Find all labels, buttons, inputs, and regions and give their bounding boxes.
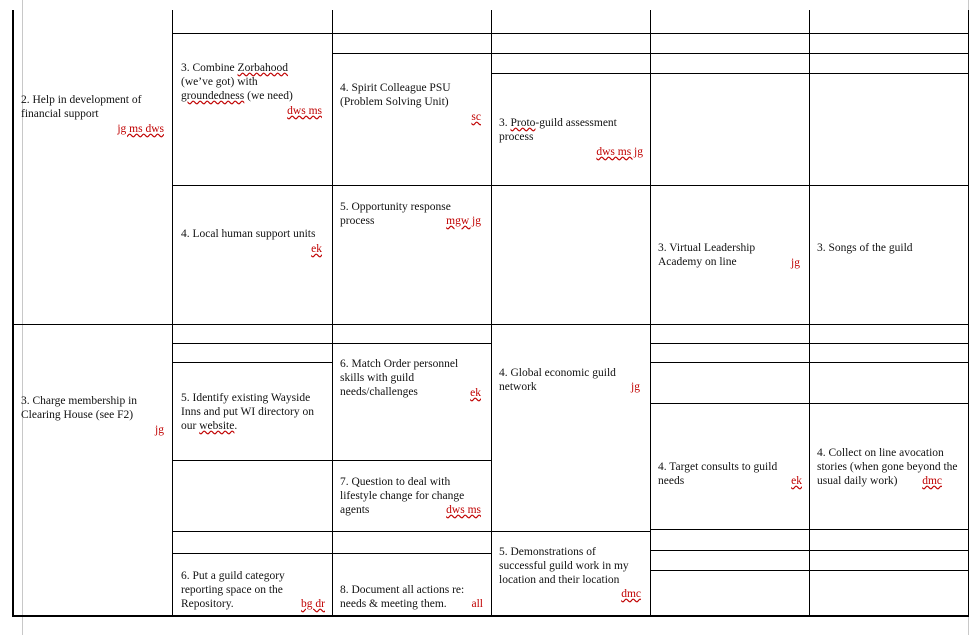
cell-line: needs & meeting them. [340,598,447,610]
row-divider [650,570,809,571]
initials-tag: jg [155,424,164,436]
col-divider [172,10,173,616]
row-divider [172,553,332,554]
table-border-left [12,10,14,616]
cell-text: our [181,420,200,432]
col-divider [809,10,810,616]
cell-line: 8. Document all actions re: [340,584,465,596]
cell-line: 7. Question to deal with [340,476,451,488]
cell-line: network [499,381,537,393]
cell-line: 2. Help in development of [21,94,142,106]
cell-financial-support [21,93,141,121]
cell-line: 6. Put a guild category [181,570,285,582]
initials-tag: dws ms jg [596,146,643,158]
cell-line: needs/challenges [340,386,418,398]
initials-tag: sc [471,111,481,123]
row-divider [332,460,491,461]
cell-guild-category-repository [181,569,285,611]
row-divider [809,403,968,404]
row-divider [332,33,491,34]
row-divider [491,185,650,186]
cell-line: Inns and put WI directory on [181,406,314,418]
cell-line: process [499,131,534,143]
cell-line: 4. Spirit Colleague PSU [340,82,451,94]
row-divider [491,531,650,532]
row-divider [650,33,809,34]
cell-line: process [340,215,375,227]
initials-tag: ek [311,243,322,255]
row-divider [332,531,491,532]
cell-local-human-support [181,227,315,241]
cell-line: stories (when gone beyond the [817,461,958,473]
cell-demonstrations [499,545,629,587]
cell-text: 3. [499,117,511,129]
row-divider [650,362,809,363]
row-divider [650,529,809,530]
row-divider [650,550,809,551]
cell-match-order-personnel [340,357,458,399]
row-divider [650,53,809,54]
row-divider [332,53,491,54]
row-divider [332,553,491,554]
col-divider [650,10,651,616]
initials-tag: dws ms [287,105,322,117]
cell-line: 4. Target consults to guild [658,461,778,473]
col-divider [491,10,492,616]
row-divider [491,73,650,74]
cell-line [181,419,314,433]
cell-line: Repository. [181,598,234,610]
cell-virtual-leadership [658,241,755,269]
initials-tag: jg ms dws [117,123,164,135]
table-border-bottom [12,615,969,617]
initials-tag: bg dr [301,598,325,610]
cell-line: agents [340,504,370,516]
row-divider [650,73,809,74]
cell-line: 3. Songs of the guild [817,242,913,254]
cell-line: skills with guild [340,372,415,384]
row-divider [650,403,809,404]
row-divider [172,33,332,34]
initials-tag: ek [470,387,481,399]
cell-line: 3. Charge membership in [21,395,138,407]
cell-proto-guild-assessment [499,116,617,144]
cell-global-economic-network [499,366,616,394]
initials-tag: dmc [621,588,641,600]
row-divider [809,73,968,74]
cell-document-actions [340,583,464,611]
initials-tag: dws ms [446,504,481,516]
cell-spirit-colleague-psu [340,81,451,109]
col-divider [332,10,333,616]
cell-text: website [199,420,235,432]
cell-line: 4. Global economic guild [499,367,616,379]
initials-tag: ek [791,475,802,487]
cell-line: (we’ve got) with [181,76,258,88]
row-divider [809,33,968,34]
cell-wayside-inns [181,391,314,433]
cell-text: . [234,420,238,432]
row-divider [12,324,969,325]
cell-text: Zorbahood [237,62,289,74]
cell-line: Academy on line [658,256,737,268]
cell-opportunity-response [340,200,451,228]
row-divider [809,529,968,530]
row-divider [172,362,332,363]
cell-text: -guild assessment [535,117,617,129]
cell-line: Clearing House (see F2) [21,409,134,421]
cell-line: 4. Local human support units [181,228,316,240]
cell-line: reporting space on the [181,584,283,596]
cell-line [181,89,293,103]
cell-line: 5. Demonstrations of [499,546,596,558]
cell-line: successful guild work in my [499,560,629,572]
cell-line: location and their location [499,574,620,586]
cell-charge-membership [21,394,137,422]
row-divider [650,343,809,344]
row-divider [809,550,968,551]
initials-tag: dmc [922,475,942,487]
row-divider [809,362,968,363]
initials-tag: jg [791,257,800,269]
cell-line: 6. Match Order personnel [340,358,459,370]
cell-line [181,61,293,75]
cell-text: Proto [510,117,536,129]
cell-line: lifestyle change for change [340,490,465,502]
row-divider [172,343,332,344]
cell-line: financial support [21,108,99,120]
initials-tag: mgw jg [446,215,481,227]
cell-line: 5. Opportunity response [340,201,451,213]
row-divider [491,33,650,34]
row-divider [650,185,809,186]
initials-tag: all [471,598,483,610]
cell-songs-of-guild [817,241,913,255]
cell-target-consults [658,460,777,488]
cell-text: (we need) [244,90,293,102]
row-divider [491,53,650,54]
cell-line: needs [658,475,685,487]
table-border-right [968,10,969,616]
row-divider [809,185,968,186]
row-divider [172,185,332,186]
cell-text: groundedness [181,90,245,102]
cell-line: (Problem Solving Unit) [340,96,449,108]
row-divider [332,343,491,344]
row-divider [172,531,332,532]
row-divider [809,343,968,344]
row-divider [809,570,968,571]
cell-line: 4. Collect on line avocation [817,447,944,459]
row-divider [172,460,332,461]
row-divider [809,53,968,54]
cell-combine-zorbahood [181,61,293,103]
cell-line: usual daily work) [817,475,898,487]
initials-tag: jg [631,381,640,393]
row-divider [332,185,491,186]
cell-line: 5. Identify existing Wayside [181,392,311,404]
cell-text: 3. Combine [181,62,235,74]
cell-line [499,116,617,130]
cell-line: 3. Virtual Leadership [658,242,756,254]
